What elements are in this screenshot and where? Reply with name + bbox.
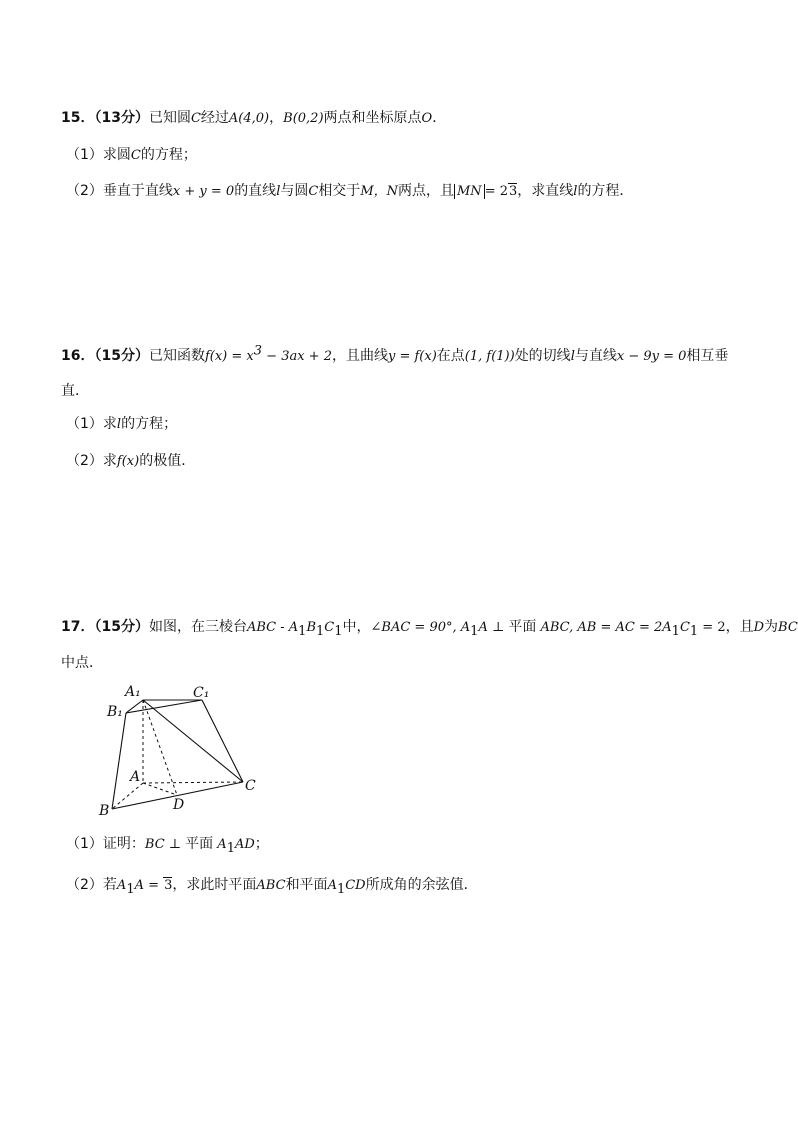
q16-equation: x − 9y = 0 [616, 349, 687, 364]
q15-var: l [573, 184, 578, 199]
q17-text: ，且 [725, 619, 754, 635]
q15-text: ，求直线 [517, 183, 574, 199]
q17-text: 为 [764, 619, 779, 635]
q16-text: 求 [102, 416, 117, 432]
q16-text: 已知函数 [148, 348, 205, 364]
q16-text: 在点 [436, 348, 465, 364]
subscript: 1 [226, 840, 235, 856]
q17-solid: B [306, 620, 316, 635]
q17-text: 证明： [102, 836, 145, 852]
label-b: B [99, 803, 110, 819]
q17-equation: ABC, AB = AC = 2A [536, 620, 672, 635]
subscript: 1 [470, 623, 479, 639]
q17-text: 平面 [185, 836, 214, 852]
q15-var: O [421, 111, 433, 126]
q17-text: ； [254, 836, 269, 852]
q15-point-b: B(0,2) [283, 111, 324, 126]
label-b1: B₁ [107, 704, 123, 720]
q17-part1 [66, 834, 269, 855]
q16-function: − 3ax + 2 [262, 349, 332, 364]
q16-function: f(x) = x [204, 349, 254, 364]
sqrt-3: 3 [164, 878, 173, 893]
q15-equation: = 2 [484, 184, 508, 199]
q17-angle: ∠BAC = 90°, A [370, 620, 471, 635]
q17-text: 和平面 [285, 877, 328, 893]
q17-text: ，求此时平面 [172, 877, 257, 893]
part-number: （2） [66, 183, 103, 199]
subscript: 1 [316, 623, 325, 639]
q16-score: （15分） [94, 348, 149, 364]
q17-text: 中， [342, 619, 371, 635]
part-number: （2） [66, 877, 103, 893]
q15-part1 [66, 145, 197, 166]
q15-text: 与圆 [280, 183, 309, 199]
q15-number: 15． [61, 110, 95, 126]
q15-text: 的方程； [140, 147, 197, 163]
q17-solid: ABC - A [246, 620, 299, 635]
subscript: 1 [334, 623, 343, 639]
q17-text: 所成角的余弦值． [365, 877, 478, 893]
q17-var: A = [134, 878, 164, 893]
subscript: 1 [298, 623, 307, 639]
q16-stem-wrap [61, 381, 89, 401]
q17-stem-wrap [61, 653, 103, 673]
q15-var: C [308, 184, 319, 199]
q16-function: f(x) [116, 454, 140, 469]
q17-text: 如图，在三棱台 [148, 619, 247, 635]
q17-text: 中点． [61, 655, 103, 671]
q17-solid: C [324, 620, 335, 635]
subscript: 1 [689, 623, 699, 639]
q15-text: 垂直于直线 [102, 183, 173, 199]
edge-b1c1 [126, 700, 202, 713]
q15-text: 相交于 [318, 183, 361, 199]
part-number: （1） [66, 147, 103, 163]
q16-text: 处的切线 [514, 348, 571, 364]
q17-var: D [753, 620, 765, 635]
label-a1: A₁ [125, 684, 141, 700]
q17-var: BC [778, 620, 798, 635]
q16-part1 [66, 414, 177, 435]
q15-var: l [276, 184, 281, 199]
q17-var: ABC [256, 878, 286, 893]
q15-var: M，N [360, 184, 398, 199]
q16-var: l [570, 349, 575, 364]
label-c1: C₁ [193, 685, 210, 701]
part-number: （1） [66, 836, 103, 852]
q16-text: 的方程； [121, 416, 178, 432]
sqrt-3: 3 [508, 184, 518, 199]
q17-part2 [66, 875, 478, 896]
q15-equation: x + y = 0 [172, 184, 235, 199]
q15-text: ， [269, 110, 284, 126]
q15-text: 两点，且 [398, 183, 454, 199]
q15-text: 已知圆 [148, 110, 191, 126]
q17-equation: = 2 [698, 620, 726, 635]
subscript: 1 [126, 881, 135, 897]
q15-stem [61, 108, 446, 129]
q16-text: 与直线 [574, 348, 617, 364]
frustum-figure [95, 680, 275, 820]
edge-ab [112, 783, 143, 809]
q15-text: 的方程． [577, 183, 634, 199]
q17-text: 平面 [508, 619, 537, 635]
q17-angle: A ⊥ [478, 620, 509, 635]
q16-text: ，且曲线 [331, 348, 388, 364]
q17-var: BC ⊥ [144, 837, 186, 852]
q15-text: 的直线 [234, 183, 277, 199]
part-number: （2） [66, 453, 103, 469]
q15-point-a: A(4,0) [228, 111, 270, 126]
q16-text: 求 [102, 453, 117, 469]
edge-ad [143, 783, 177, 795]
q15-text: 经过 [200, 110, 229, 126]
q15-var: C [130, 148, 141, 163]
q17-score: （15分） [94, 619, 149, 635]
q17-equation: C [679, 620, 690, 635]
q17-var: AD [234, 837, 255, 852]
q15-part2 [66, 181, 633, 202]
q17-var: A [327, 878, 337, 893]
q16-number: 16． [61, 348, 95, 364]
q16-text: 直． [61, 383, 89, 399]
q15-text: ． [432, 110, 447, 126]
q15-score: （13分） [94, 110, 149, 126]
subscript: 1 [671, 623, 680, 639]
q16-text: 的极值． [139, 453, 196, 469]
label-a: A [130, 769, 141, 785]
q17-var: A [116, 878, 127, 893]
label-d: D [173, 797, 185, 813]
edge-c1c [202, 700, 243, 782]
label-c: C [245, 778, 256, 794]
q15-var: C [190, 111, 201, 126]
subscript: 1 [336, 881, 346, 897]
q17-text: 若 [102, 877, 117, 893]
q15-text: 求圆 [102, 147, 131, 163]
q17-var: CD [345, 878, 366, 893]
q15-abs-mn: MN [454, 184, 485, 199]
part-number: （1） [66, 416, 103, 432]
q16-curve: y = f(x) [387, 349, 437, 364]
q16-exponent: 3 [253, 343, 263, 359]
q16-var: l [116, 417, 122, 432]
q17-stem [61, 617, 798, 638]
q17-number: 17． [61, 619, 95, 635]
edge-b1b [112, 713, 126, 809]
q16-part2 [66, 451, 195, 472]
q16-stem [61, 343, 729, 367]
q15-text: 两点和坐标原点 [323, 110, 422, 126]
q17-var: A [213, 837, 227, 852]
edge-ac [143, 782, 243, 783]
q16-point: (1, f(1)) [464, 349, 515, 364]
q16-text: 相互垂 [686, 348, 729, 364]
